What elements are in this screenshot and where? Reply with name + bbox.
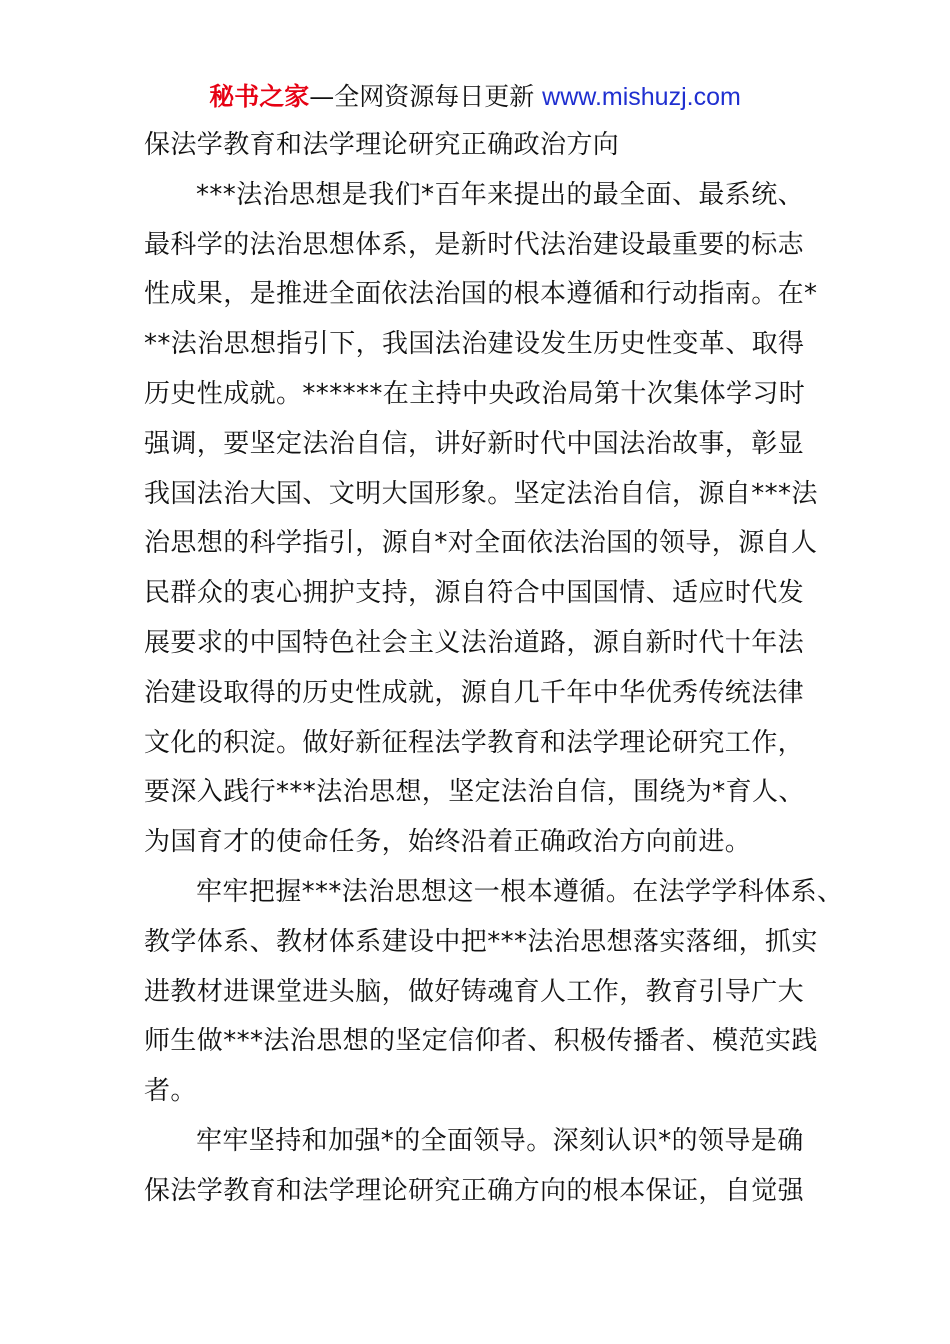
text-line: 展要求的中国特色社会主义法治道路，源自新时代十年法 — [144, 627, 805, 658]
site-header — [0, 80, 950, 114]
text-line: 治建设取得的历史性成就，源自几千年中华优秀传统法律 — [144, 677, 805, 708]
text-line: 师生做***法治思想的坚定信仰者、积极传播者、模范实践 — [144, 1026, 818, 1057]
text-line: 进教材进课堂进头脑，做好铸魂育人工作，教育引导广大 — [144, 976, 805, 1007]
brand-name: 秘书之家 — [209, 82, 310, 111]
paragraph-start-line: 牢牢坚持和加强*的全面领导。深刻认识*的领导是确 — [196, 1125, 804, 1156]
text-line: 教学体系、教材体系建设中把***法治思想落实落细，抓实 — [144, 926, 818, 957]
text-line: 强调，要坚定法治自信，讲好新时代中国法治故事，彰显 — [144, 428, 805, 459]
text-line: 保法学教育和法学理论研究正确方向的根本保证，自觉强 — [144, 1175, 805, 1206]
text-line: 者。 — [144, 1076, 197, 1107]
text-line: 历史性成就。******在主持中央政治局第十次集体学习时 — [144, 378, 806, 409]
text-line: 治思想的科学指引，源自*对全面依法治国的领导，源自人 — [144, 528, 818, 559]
text-line: 保法学教育和法学理论研究正确政治方向 — [144, 130, 620, 160]
paragraph-start-line: 牢牢把握***法治思想这一根本遵循。在法学学科体系、 — [196, 876, 844, 907]
text-line: **法治思想指引下，我国法治建设发生历史性变革、取得 — [144, 329, 805, 360]
document-body — [144, 121, 844, 1217]
text-line: 要深入践行***法治思想，坚定法治自信，围绕为*育人、 — [144, 777, 805, 808]
text-line: 性成果，是推进全面依法治国的根本遵循和行动指南。在* — [144, 279, 818, 310]
text-line: 民群众的衷心拥护支持，源自符合中国国情、适应时代发 — [144, 578, 805, 609]
text-line: 文化的积淀。做好新征程法学教育和法学理论研究工作， — [144, 727, 805, 758]
text-line: 最科学的法治思想体系，是新时代法治建设最重要的标志 — [144, 229, 805, 260]
text-line: 为国育才的使命任务，始终沿着正确政治方向前进。 — [144, 827, 752, 858]
paragraph-start-line: ***法治思想是我们*百年来提出的最全面、最系统、 — [196, 179, 805, 210]
site-url-link[interactable]: www.mishuzj.com — [542, 83, 741, 111]
header-tagline: —全网资源每日更新 — [309, 82, 543, 111]
text-line: 我国法治大国、文明大国形象。坚定法治自信，源自***法 — [144, 478, 818, 509]
